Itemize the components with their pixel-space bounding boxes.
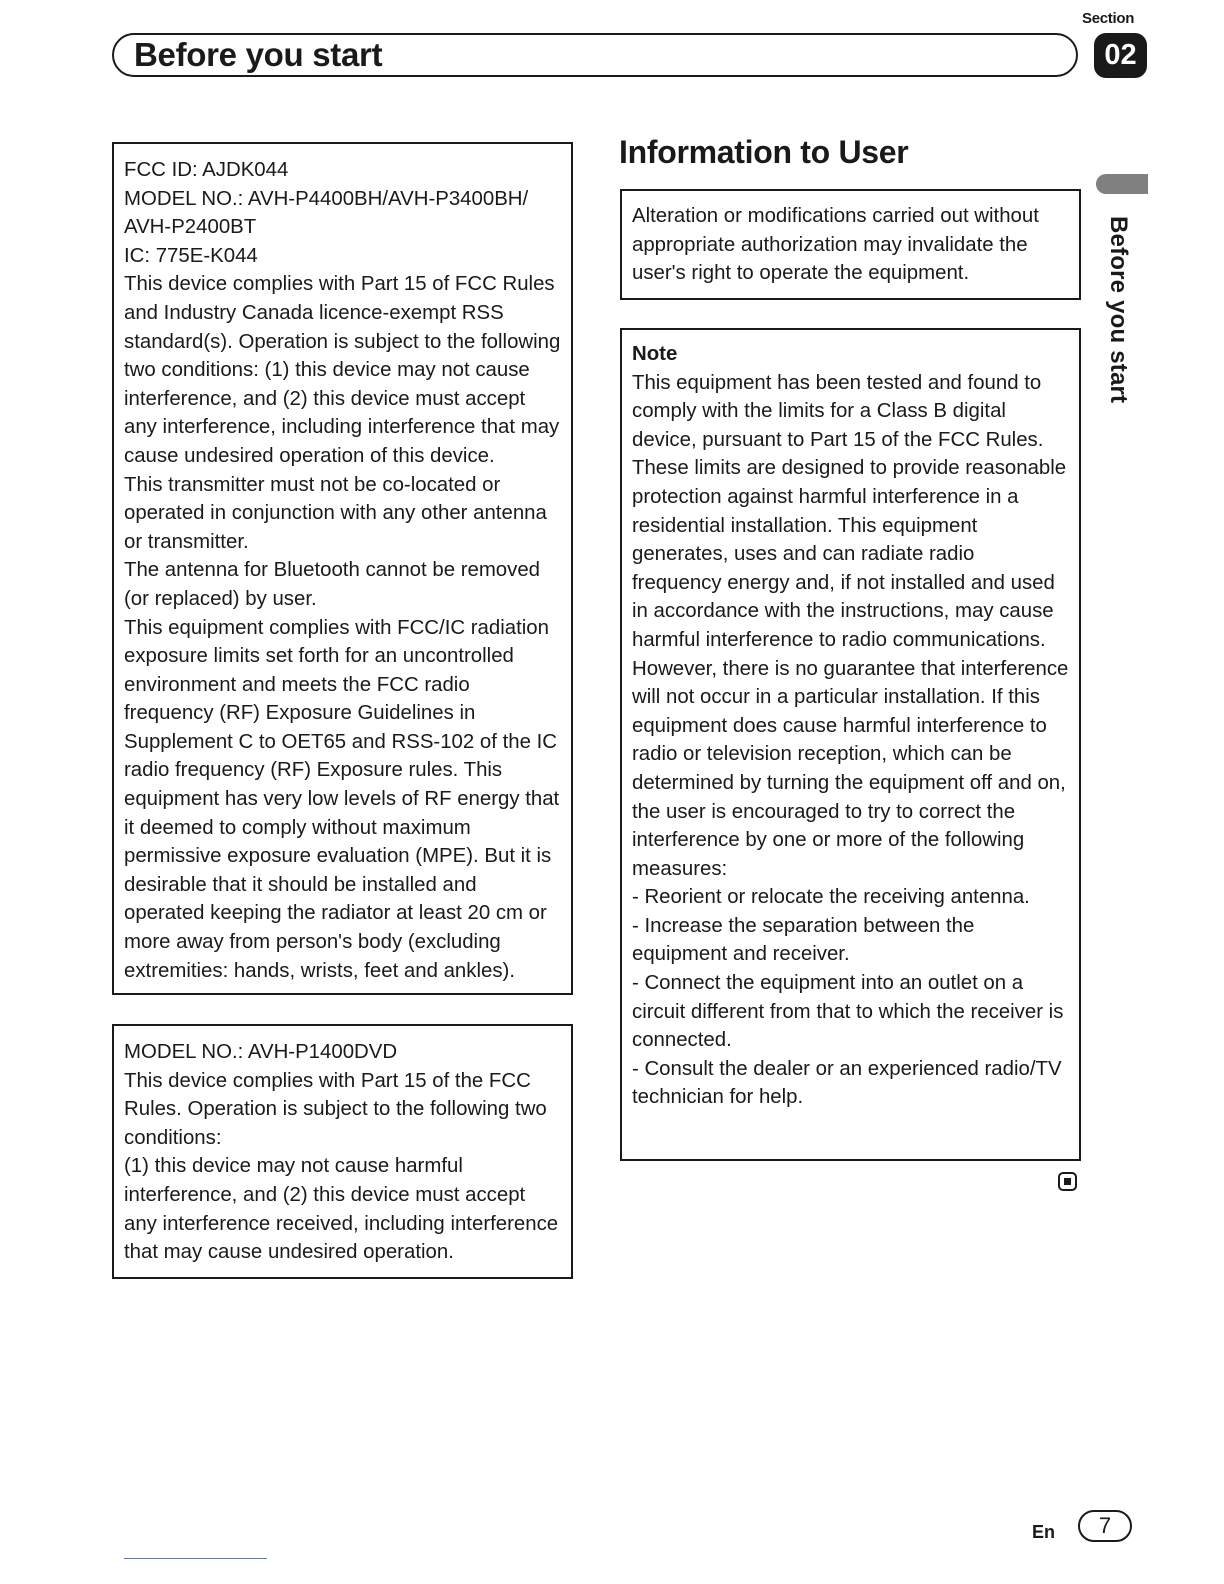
- section-label: Section: [1082, 10, 1135, 27]
- information-heading: Information to User: [619, 134, 909, 170]
- side-tab-label: Before you start: [1105, 216, 1132, 404]
- note-title: Note: [632, 343, 678, 365]
- model-info-box: [112, 1024, 573, 1279]
- model-number: MODEL NO.: AVH-P1400DVD: [124, 1041, 398, 1063]
- note-paragraph: This equipment has been tested and found to comply with the limits for a Class B digital device, pursuant to Part 15 of the FCC Rules. These limits are designed to provide reasonable protection against harmful interference in a residential installation. This equipment generates, uses and can radiate radio frequency energy and, if not installed and used in accordance with the instructions, may cause harmful interference to radio communications. However, there is no guarantee that interference will not occur in a particular installation. If this equipment does cause harmful interference to radio or television reception, which can be determined by turning the equipment off and on, the user is encouraged to try to correct the interference by one or more of the following measures:: [632, 371, 1069, 880]
- note-measure-outlet: - Connect the equipment into an outlet on a circuit different from that to which the receiver is connected.: [632, 972, 1064, 1052]
- compliance-paragraph: This device complies with Part 15 of FCC Rules and Industry Canada licence-exempt RSS standard(s). Operation is subject to the following two conditions: (1) this device may not cause interference, and (2) this device must accept any interference, including interference that may cause undesired operation of this device.: [124, 273, 561, 467]
- language-label: En: [1032, 1522, 1056, 1542]
- page-number: 7: [1078, 1510, 1132, 1542]
- end-mark-icon: [1058, 1172, 1077, 1191]
- note-measure-separation: - Increase the separation between the equipment and receiver.: [632, 914, 975, 966]
- ic-number: IC: 775E-K044: [124, 244, 258, 267]
- fcc-info-box: [112, 142, 573, 995]
- note-measure-consult: - Consult the dealer or an experienced radio/TV technician for help.: [632, 1057, 1062, 1109]
- alteration-box: [620, 189, 1081, 300]
- model-compliance-paragraph: This device complies with Part 15 of the FCC Rules. Operation is subject to the following two conditions:: [124, 1069, 547, 1149]
- rf-exposure-paragraph: This equipment complies with FCC/IC radiation exposure limits set forth for an uncontrolled environment and meets the FCC radio frequency (RF) Exposure Guidelines in Supplement C to OET65 and RSS-102 of the IC radio frequency (RF) Exposure rules. This equipment has very low levels of RF energy that it deemed to comply without maximum permissive exposure evaluation (MPE). But it is desirable that it should be installed and operated keeping the radiator at least 20 cm or more away from person's body (excluding extremities: hands, wrists, feet and ankles).: [124, 616, 560, 982]
- section-number-badge: 02: [1094, 33, 1147, 78]
- note-box: [620, 328, 1081, 1161]
- page-title: Before you start: [134, 36, 383, 73]
- model-conditions-paragraph: (1) this device may not cause harmful interference, and (2) this device must accept any interference received, including interference that may cause undesired operation.: [124, 1155, 559, 1264]
- footer-rule: [124, 1558, 267, 1559]
- antenna-paragraph: The antenna for Bluetooth cannot be removed (or replaced) by user.: [124, 559, 541, 610]
- transmitter-paragraph: This transmitter must not be co-located or operated in conjunction with any other antenna or transmitter.: [124, 473, 547, 553]
- side-tab-bar: [1096, 174, 1148, 194]
- model-numbers: MODEL NO.: AVH-P4400BH/AVH-P3400BH/ AVH-P2400BT: [124, 187, 529, 239]
- fcc-id: FCC ID: AJDK044: [124, 159, 289, 181]
- note-measure-reorient: - Reorient or relocate the receiving antenna.: [632, 886, 1030, 909]
- alteration-text: Alteration or modifications carried out without appropriate authorization may invalidate the user's right to operate the equipment.: [632, 205, 1039, 285]
